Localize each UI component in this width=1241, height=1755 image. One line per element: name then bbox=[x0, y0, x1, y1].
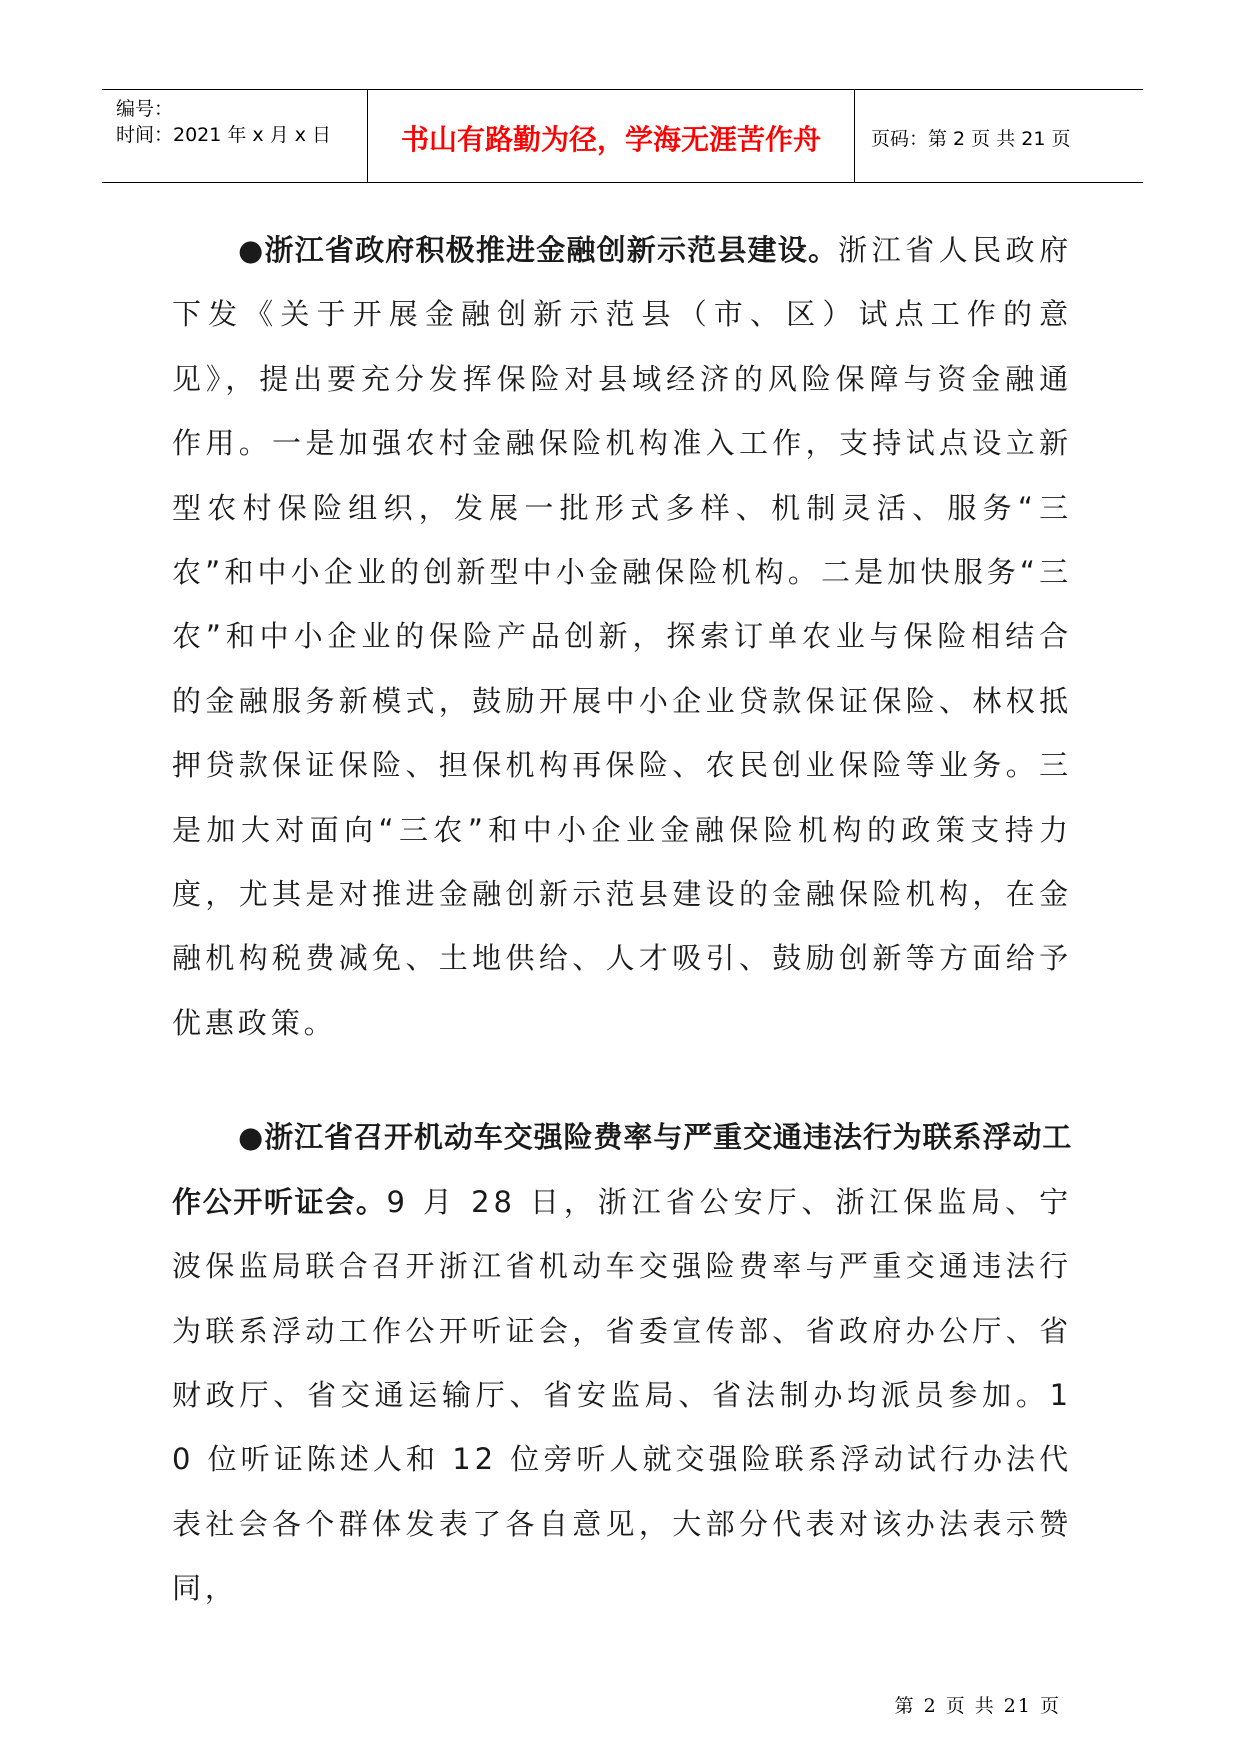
date-line: 时间：2021 年 x 月 x 日 bbox=[116, 124, 332, 146]
document-body bbox=[172, 218, 1072, 1621]
paragraph-lead: ●浙江省政府积极推进金融创新示范县建设。 bbox=[238, 233, 839, 267]
page-footer-number: 第 2 页 共 21 页 bbox=[894, 1695, 1061, 1717]
paragraph-text: 9 月 28 日，浙江省公安厅、浙江保监局、宁波保监局联合召开浙江省机动车交强险费率与严重交通违法行为联系浮动工作公开听证会，省委宣传部、省政府办公厅、省财政厅、省交通运输厅、省安监局、省法制办均派员参加。10 位听证陈述人和 12 位旁听人就交强险联系浮动试行办法代表社会各个群体发表了各自意见，大部分代表对该办法表示赞同， bbox=[172, 1184, 1072, 1606]
paragraph-lead: ●浙江省召开机动车交强险费率与严重交通违法行为联系浮动工作公开听证会。 bbox=[172, 1120, 1072, 1219]
header-motto-cell bbox=[368, 90, 855, 182]
paragraph-text: 浙江省人民政府下发《关于开展金融创新示范县（市、区）试点工作的意见》，提出要充分发挥保险对县域经济的风险保障与资金融通作用。一是加强农村金融保险机构准入工作，支持试点设立新型农村保险组织，发展一批形式多样、机制灵活、服务“三农”和中小企业的创新型中小金融保险机构。二是加快服务“三农”和中小企业的保险产品创新，探索订单农业与保险相结合的金融服务新模式，鼓励开展中小企业贷款保证保险、林权抵押贷款保证保险、担保机构再保险、农民创业保险等业务。三是加大对面向“三农”和中小企业金融保险机构的政策支持力度，尤其是对推进金融创新示范县建设的金融保险机构，在金融机构税费减免、土地供给、人才吸引、鼓励创新等方面给予优惠政策。 bbox=[172, 233, 1072, 1040]
header-page-cell bbox=[855, 90, 1143, 182]
motto-text: 书山有路勤为径，学海无涯苦作舟 bbox=[400, 123, 821, 156]
page-header bbox=[102, 89, 1143, 183]
header-page-code: 页码：第 2 页 共 21 页 bbox=[871, 128, 1071, 150]
header-info-cell bbox=[102, 90, 368, 182]
news-paragraph-finance-innovation bbox=[172, 218, 1072, 1055]
serial-number-label: 编号： bbox=[116, 98, 174, 120]
news-paragraph-insurance-hearing bbox=[172, 1105, 1072, 1620]
